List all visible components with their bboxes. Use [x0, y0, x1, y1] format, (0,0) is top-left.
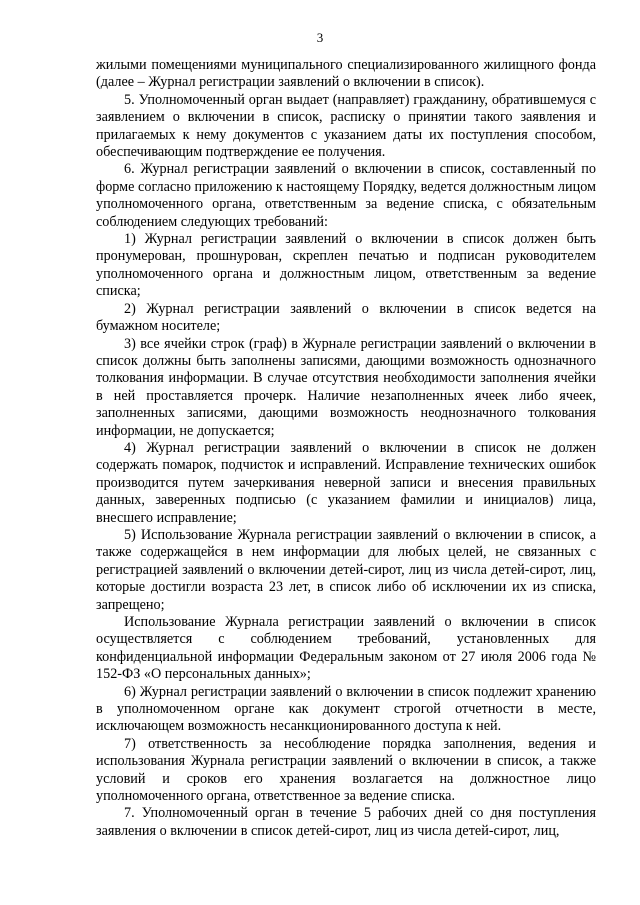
subitem-3: 3) все ячейки строк (граф) в Журнале регистрации заявлений о включении в список должны быть заполнены записями, дающими возможность однозначного толкования информации. В случае отсутствия необходимости заполнения ячейки в ней проставляется прочерк. Наличие незаполненных ячеек либо ячеек, заполненных записями, дающими возможность неоднозначного толкования информации, не допускается; — [96, 335, 596, 439]
paragraph-item-7: 7. Уполномоченный орган в течение 5 рабочих дней со дня поступления заявления о включении в список детей-сирот, лиц из числа детей-сирот, лиц, — [96, 805, 596, 839]
subitem-7: 7) ответственность за несоблюдение порядка заполнения, ведения и использования Журнала регистрации заявлений о включении в список, а также условий и сроков его хранения возлагается на должностное лицо уполномоченного органа, ответственное за ведение списка. — [96, 735, 596, 805]
page-number: 3 — [316, 30, 324, 45]
subitem-5: 5) Использование Журнала регистрации заявлений о включении в список, а также содержащейся в нем информации для любых целей, не связанных с регистрацией заявлений о включении детей-сирот, лиц из числа детей-сирот, лиц, которые достигли возраста 23 лет, в список либо об исключении их из списка, запрещено; — [96, 526, 596, 613]
paragraph-continuation: жилыми помещениями муниципального специализированного жилищного фонда (далее – Журнал регистрации заявлений о включении в список). — [96, 57, 596, 91]
subitem-5-continuation: Использование Журнала регистрации заявлений о включении в список осуществляется с соблюдением требований, установленных для конфиденциальной информации Федеральным законом от 27 июля 2006 года № 152-ФЗ «О персональных данных»; — [96, 614, 596, 683]
document-body — [96, 57, 596, 840]
paragraph-item-6: 6. Журнал регистрации заявлений о включении в список, составленный по форме согласно приложению к настоящему Порядку, ведется должностным лицом уполномоченного органа, ответственным за ведение списка, с обязательным соблюдением следующих требований: — [96, 161, 596, 230]
subitem-1: 1) Журнал регистрации заявлений о включении в список должен быть пронумерован, прошнурован, скреплен печатью и подписан руководителем уполномоченного органа и должностным лицом, ответственным за ведение списка; — [96, 231, 596, 300]
subitem-6: 6) Журнал регистрации заявлений о включении в список подлежит хранению в уполномоченном органе как документ строгой отчетности в месте, исключающем возможность несанкционированного доступа к ней. — [96, 683, 596, 735]
subitem-4: 4) Журнал регистрации заявлений о включении в список не должен содержать помарок, подчисток и исправлений. Исправление технических ошибок производится путем зачеркивания неверной записи и внесения правильных данных, заверенных подписью (с указанием фамилии и инициалов) лица, внесшего исправление; — [96, 439, 596, 526]
subitem-2: 2) Журнал регистрации заявлений о включении в список ведется на бумажном носителе; — [96, 300, 596, 335]
paragraph-item-5: 5. Уполномоченный орган выдает (направляет) гражданину, обратившемуся с заявлением о включении в список, расписку о принятии такого заявления и прилагаемых к нему документов с указанием даты их поступления способом, обеспечивающим подтверждение ее получения. — [96, 91, 596, 161]
